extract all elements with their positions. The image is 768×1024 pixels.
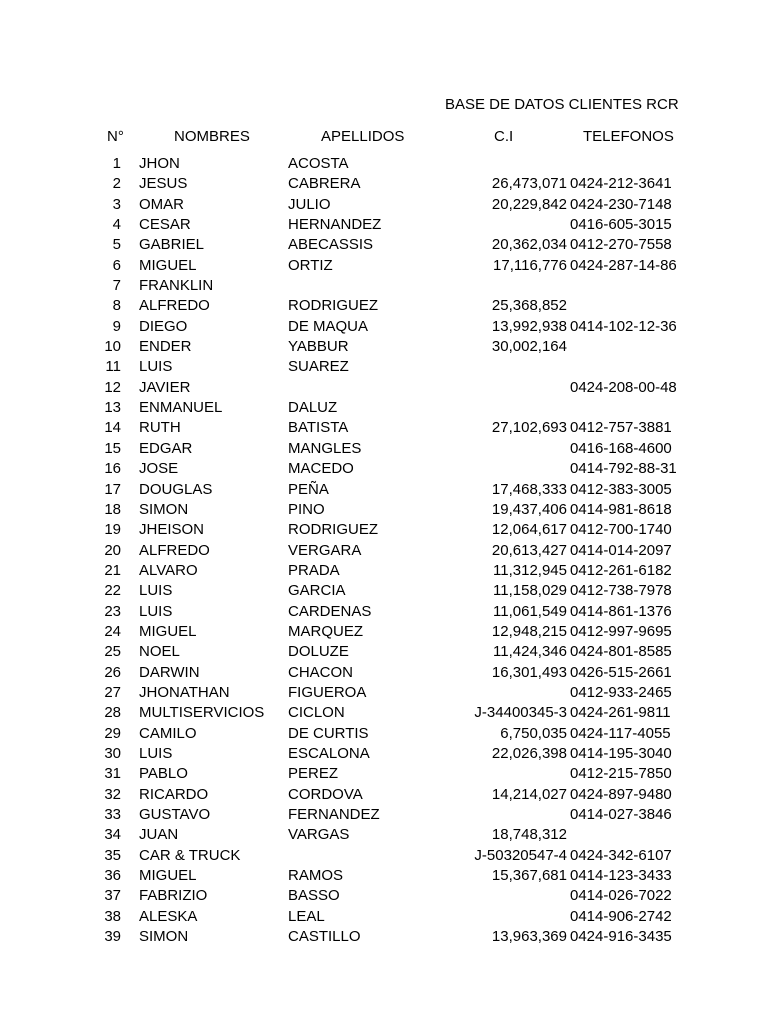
row-telefono: 0424-230-7148 [570, 195, 672, 213]
row-apellido: RODRIGUEZ [288, 521, 378, 539]
row-number: 38 [104, 907, 121, 925]
row-number: 25 [104, 643, 121, 661]
row-number: 31 [104, 765, 121, 783]
row-nombre: MIGUEL [139, 256, 197, 274]
row-number: 1 [112, 155, 121, 172]
row-telefono: 0414-123-3433 [570, 867, 672, 885]
row-nombre: DOUGLAS [139, 480, 213, 498]
table-row [0, 459, 768, 479]
row-number: 6 [112, 256, 121, 274]
table-row [0, 622, 768, 642]
row-telefono: 0412-700-1740 [570, 521, 672, 539]
row-telefono: 0416-168-4600 [570, 439, 672, 457]
table-row [0, 663, 768, 683]
row-ci: 12,948,215 [491, 622, 567, 640]
row-apellido: MACEDO [288, 460, 354, 478]
row-nombre: ALFREDO [139, 297, 210, 315]
table-row [0, 480, 768, 500]
row-apellido: SUAREZ [288, 358, 349, 376]
row-telefono: 0424-801-8585 [570, 643, 672, 661]
row-apellido: FERNANDEZ [288, 806, 380, 823]
table-row [0, 439, 768, 459]
row-ci: 16,301,493 [491, 663, 567, 681]
table-row [0, 683, 768, 703]
document-title: BASE DE DATOS CLIENTES RCR [445, 96, 679, 113]
row-number: 32 [104, 785, 121, 803]
row-nombre: MIGUEL [139, 867, 197, 885]
row-nombre: LUIS [139, 358, 173, 376]
table-row [0, 398, 768, 418]
row-number: 3 [112, 195, 121, 213]
row-nombre: FRANKLIN [139, 277, 214, 295]
table-row [0, 724, 768, 744]
row-apellido: CASTILLO [288, 928, 361, 946]
row-nombre: GABRIEL [139, 236, 205, 254]
row-number: 29 [104, 724, 121, 742]
row-nombre: CAR & TRUCK [139, 846, 241, 864]
row-nombre: GUSTAVO [139, 806, 211, 823]
row-nombre: DIEGO [139, 317, 188, 335]
row-nombre: ALFREDO [139, 541, 210, 559]
row-nombre: JOSE [139, 460, 179, 478]
table-row [0, 764, 768, 784]
row-telefono: 0414-102-12-36 [570, 317, 677, 335]
row-ci: J-34400345-3 [474, 704, 567, 722]
row-apellido: MARQUEZ [288, 622, 363, 640]
row-telefono: 0426-515-2661 [570, 663, 672, 681]
table-row [0, 866, 768, 886]
table-row [0, 825, 768, 845]
row-apellido: CORDOVA [288, 785, 363, 803]
row-apellido: PRADA [288, 561, 340, 579]
table-row [0, 805, 768, 825]
row-ci: 19,437,406 [491, 500, 567, 518]
row-apellido: DALUZ [288, 399, 338, 417]
row-nombre: ALVARO [139, 561, 198, 579]
row-ci: 20,362,034 [491, 236, 567, 254]
row-number: 2 [112, 175, 121, 193]
row-telefono: 0412-215-7850 [570, 765, 672, 783]
row-nombre: OMAR [139, 195, 184, 213]
row-apellido: VERGARA [288, 541, 362, 559]
table-row [0, 215, 768, 235]
row-ci: 6,750,035 [500, 724, 567, 742]
table-row [0, 378, 768, 398]
row-telefono: 0424-212-3641 [570, 175, 672, 193]
row-nombre: LUIS [139, 602, 173, 620]
row-number: 37 [104, 887, 121, 905]
row-nombre: JAVIER [139, 378, 191, 396]
row-number: 19 [104, 521, 121, 539]
row-apellido: HERNANDEZ [288, 216, 382, 234]
row-ci: 17,468,333 [491, 480, 567, 498]
row-telefono: 0412-261-6182 [570, 561, 672, 579]
row-number: 27 [104, 683, 121, 701]
table-row [0, 235, 768, 255]
row-ci: 15,367,681 [491, 867, 567, 885]
row-nombre: SIMON [139, 928, 189, 946]
row-apellido: BASSO [288, 887, 340, 905]
row-nombre: FABRIZIO [139, 887, 208, 905]
row-apellido: FIGUEROA [288, 683, 367, 701]
row-number: 39 [104, 928, 121, 946]
row-number: 13 [104, 399, 121, 417]
row-telefono: 0412-383-3005 [570, 480, 672, 498]
table-row [0, 785, 768, 805]
row-number: 30 [104, 744, 121, 762]
table-row [0, 296, 768, 316]
table-row [0, 886, 768, 906]
row-telefono: 0416-605-3015 [570, 216, 672, 234]
row-number: 20 [104, 541, 121, 559]
row-ci: 11,424,346 [493, 643, 567, 661]
row-number: 28 [104, 704, 121, 722]
row-ci: 17,116,776 [493, 256, 567, 274]
row-nombre: JHONATHAN [139, 683, 230, 701]
row-nombre: MULTISERVICIOS [139, 704, 265, 722]
row-apellido: ABECASSIS [288, 236, 374, 254]
row-telefono: 0414-027-3846 [570, 806, 672, 823]
row-telefono: 0424-897-9480 [570, 785, 672, 803]
table-row [0, 520, 768, 540]
row-apellido: VARGAS [288, 826, 350, 844]
row-nombre: PABLO [139, 765, 188, 783]
row-telefono: 0412-997-9695 [570, 622, 672, 640]
row-apellido: ORTIZ [288, 256, 333, 274]
row-number: 5 [112, 236, 121, 254]
row-number: 16 [104, 460, 121, 478]
row-apellido: BATISTA [288, 419, 349, 437]
row-nombre: JHEISON [139, 521, 205, 539]
table-row [0, 927, 768, 947]
row-nombre: CAMILO [139, 724, 197, 742]
row-telefono: 0424-916-3435 [570, 928, 672, 946]
row-nombre: CESAR [139, 216, 191, 234]
table-row [0, 500, 768, 520]
row-apellido: RODRIGUEZ [288, 297, 378, 315]
row-apellido: ESCALONA [288, 744, 370, 762]
row-ci: 14,214,027 [491, 785, 567, 803]
row-telefono: 0424-287-14-86 [570, 256, 677, 274]
row-telefono: 0414-195-3040 [570, 744, 672, 762]
row-ci: 18,748,312 [491, 826, 567, 844]
row-telefono: 0412-738-7978 [570, 582, 672, 600]
row-apellido: MANGLES [288, 439, 362, 457]
row-apellido: DE CURTIS [288, 724, 369, 742]
header-num: N° [107, 128, 124, 145]
row-telefono: 0424-208-00-48 [570, 378, 677, 396]
row-telefono: 0424-261-9811 [570, 704, 671, 722]
table-row [0, 581, 768, 601]
row-nombre: NOEL [139, 643, 180, 661]
row-ci: 13,992,938 [491, 317, 567, 335]
row-telefono: 0424-342-6107 [570, 846, 672, 864]
row-telefono: 0414-792-88-31 [570, 460, 677, 478]
row-nombre: LUIS [139, 582, 173, 600]
row-number: 23 [104, 602, 121, 620]
row-nombre: ALESKA [139, 907, 198, 925]
row-apellido: GARCIA [288, 582, 346, 600]
row-number: 26 [104, 663, 121, 681]
header-ci: C.I [494, 128, 514, 145]
row-apellido: CABRERA [288, 175, 361, 193]
row-ci: 11,312,945 [493, 561, 567, 579]
row-apellido: JULIO [288, 195, 331, 213]
row-ci: 11,158,029 [493, 582, 567, 600]
row-apellido: CHACON [288, 663, 354, 681]
row-telefono: 0414-906-2742 [570, 907, 672, 925]
table-row [0, 357, 768, 377]
table-row [0, 541, 768, 561]
header-apellidos: APELLIDOS [321, 128, 405, 145]
table-row [0, 154, 768, 174]
row-nombre: EDGAR [139, 439, 193, 457]
header-nombres: NOMBRES [174, 128, 250, 145]
table-row [0, 907, 768, 927]
row-ci: 12,064,617 [491, 521, 567, 539]
row-number: 24 [104, 622, 121, 640]
row-apellido: DOLUZE [288, 643, 349, 661]
row-nombre: MIGUEL [139, 622, 197, 640]
row-telefono: 0424-117-4055 [570, 724, 671, 742]
table-row [0, 195, 768, 215]
row-ci: 26,473,071 [491, 175, 567, 193]
table-row [0, 703, 768, 723]
row-apellido: CICLON [288, 704, 345, 722]
row-ci: 30,002,164 [491, 338, 567, 356]
row-number: 33 [104, 806, 121, 823]
table-row [0, 846, 768, 866]
row-number: 36 [104, 867, 121, 885]
row-number: 34 [104, 826, 121, 844]
row-ci: J-50320547-4 [474, 846, 567, 864]
row-telefono: 0414-026-7022 [570, 887, 672, 905]
row-nombre: ENMANUEL [139, 399, 223, 417]
row-number: 35 [104, 846, 121, 864]
row-number: 10 [104, 338, 121, 356]
table-row [0, 561, 768, 581]
row-ci: 22,026,398 [491, 744, 567, 762]
row-nombre: JESUS [139, 175, 188, 193]
table-row [0, 276, 768, 296]
row-number: 7 [112, 277, 121, 295]
row-nombre: RICARDO [139, 785, 209, 803]
row-apellido: DE MAQUA [288, 317, 369, 335]
row-telefono: 0412-270-7558 [570, 236, 672, 254]
table-row [0, 337, 768, 357]
row-number: 12 [104, 378, 121, 396]
row-nombre: DARWIN [139, 663, 200, 681]
row-apellido: YABBUR [288, 338, 349, 356]
row-number: 9 [112, 317, 121, 335]
row-ci: 11,061,549 [493, 602, 567, 620]
row-apellido: PEREZ [288, 765, 339, 783]
row-ci: 25,368,852 [491, 297, 567, 315]
row-apellido: ACOSTA [288, 155, 349, 172]
table-row [0, 744, 768, 764]
table-row [0, 256, 768, 276]
row-ci: 20,613,427 [491, 541, 567, 559]
row-number: 21 [104, 561, 121, 579]
row-telefono: 0412-757-3881 [570, 419, 672, 437]
row-number: 17 [104, 480, 121, 498]
header-telefonos: TELEFONOS [583, 128, 674, 145]
row-nombre: SIMON [139, 500, 189, 518]
row-ci: 27,102,693 [491, 419, 567, 437]
table-row [0, 642, 768, 662]
table-row [0, 602, 768, 622]
row-nombre: JUAN [139, 826, 179, 844]
row-nombre: LUIS [139, 744, 173, 762]
row-nombre: ENDER [139, 338, 192, 356]
row-nombre: RUTH [139, 419, 181, 437]
row-telefono: 0414-014-2097 [570, 541, 672, 559]
row-ci: 20,229,842 [491, 195, 567, 213]
row-number: 8 [112, 297, 121, 315]
row-apellido: RAMOS [288, 867, 344, 885]
row-nombre: JHON [139, 155, 180, 172]
table-row [0, 418, 768, 438]
client-table [0, 154, 768, 947]
row-number: 18 [104, 500, 121, 518]
row-apellido: PEÑA [288, 480, 329, 498]
table-row [0, 317, 768, 337]
row-telefono: 0414-861-1376 [570, 602, 672, 620]
row-telefono: 0412-933-2465 [570, 683, 672, 701]
row-telefono: 0414-981-8618 [570, 500, 672, 518]
table-row [0, 174, 768, 194]
row-number: 14 [104, 419, 121, 437]
row-ci: 13,963,369 [491, 928, 567, 946]
row-number: 15 [104, 439, 121, 457]
row-number: 22 [104, 582, 121, 600]
row-apellido: PINO [288, 500, 325, 518]
row-number: 4 [112, 216, 121, 234]
row-apellido: LEAL [288, 907, 325, 925]
row-number: 11 [105, 358, 121, 376]
row-apellido: CARDENAS [288, 602, 372, 620]
